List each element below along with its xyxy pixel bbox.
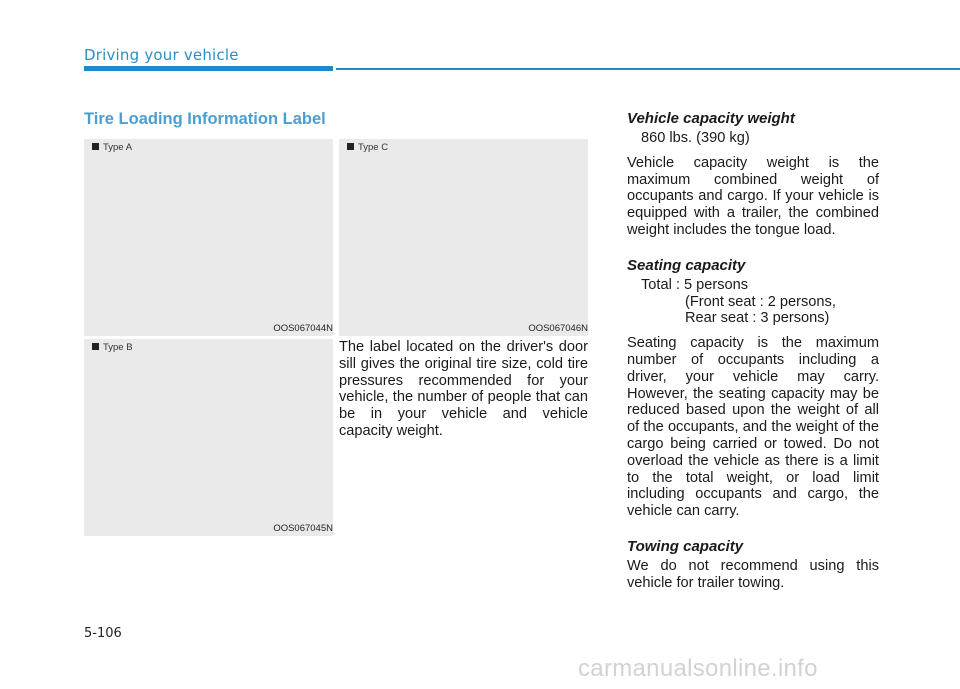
figure-type-a bbox=[84, 139, 333, 336]
figure-type-c bbox=[339, 139, 588, 336]
header-rule-thick bbox=[84, 66, 333, 71]
page-number: 5-106 bbox=[84, 626, 122, 641]
vehicle-capacity-value: 860 lbs. (390 kg) bbox=[641, 130, 750, 146]
figure-type-a-label: Type A bbox=[92, 142, 132, 153]
bullet-square-icon bbox=[347, 143, 354, 150]
seating-total: Total : 5 persons bbox=[641, 276, 749, 293]
capacity-column bbox=[627, 110, 879, 592]
figure-type-c-code: OOS067046N bbox=[528, 323, 588, 334]
figure-type-b-label: Type B bbox=[92, 342, 133, 353]
running-header: Driving your vehicle bbox=[84, 46, 239, 64]
intro-paragraph: The label located on the driver's door sill gives the original tire size, cold tire pressures recommended for your vehicle, the number of people that can be in your vehicle and vehicle capacity weight. bbox=[339, 339, 588, 439]
seating-capacity-text: Seating capacity is the maximum number of occupants including a driver, your vehicle may carry. However, the seating capacity may be reduced based upon the weight of all of the occupants, and the weight of the cargo being carried or towed. Do not overload the vehicle as there is a limit to the total weight, or load limit including occupants and cargo, the vehicle can carry. bbox=[627, 335, 879, 520]
bullet-square-icon bbox=[92, 143, 99, 150]
section-title: Tire Loading Information Label bbox=[84, 110, 326, 128]
seating-capacity-heading: Seating capacity bbox=[627, 256, 746, 274]
figure-type-a-code: OOS067044N bbox=[273, 323, 333, 334]
figure-type-b bbox=[84, 339, 333, 536]
figure-type-b-code: OOS067045N bbox=[273, 523, 333, 534]
intro-column bbox=[339, 339, 588, 440]
bullet-square-icon bbox=[92, 343, 99, 350]
vehicle-capacity-text: Vehicle capacity weight is the maximum combined weight of occupants and cargo. If your vehicle is equipped with a trailer, the combined weight includes the tongue load. bbox=[627, 154, 879, 238]
figure-type-c-label: Type C bbox=[347, 142, 388, 153]
towing-capacity-text: We do not recommend using this vehicle for trailer towing. bbox=[627, 557, 879, 591]
header-rule-thin bbox=[336, 68, 960, 70]
vehicle-capacity-heading: Vehicle capacity weight bbox=[627, 110, 795, 127]
towing-capacity-heading: Towing capacity bbox=[627, 537, 744, 555]
watermark: carmanualsonline.info bbox=[578, 655, 818, 682]
seating-rear: Rear seat : 3 persons) bbox=[685, 310, 830, 327]
seating-front: (Front seat : 2 persons, bbox=[685, 293, 836, 310]
